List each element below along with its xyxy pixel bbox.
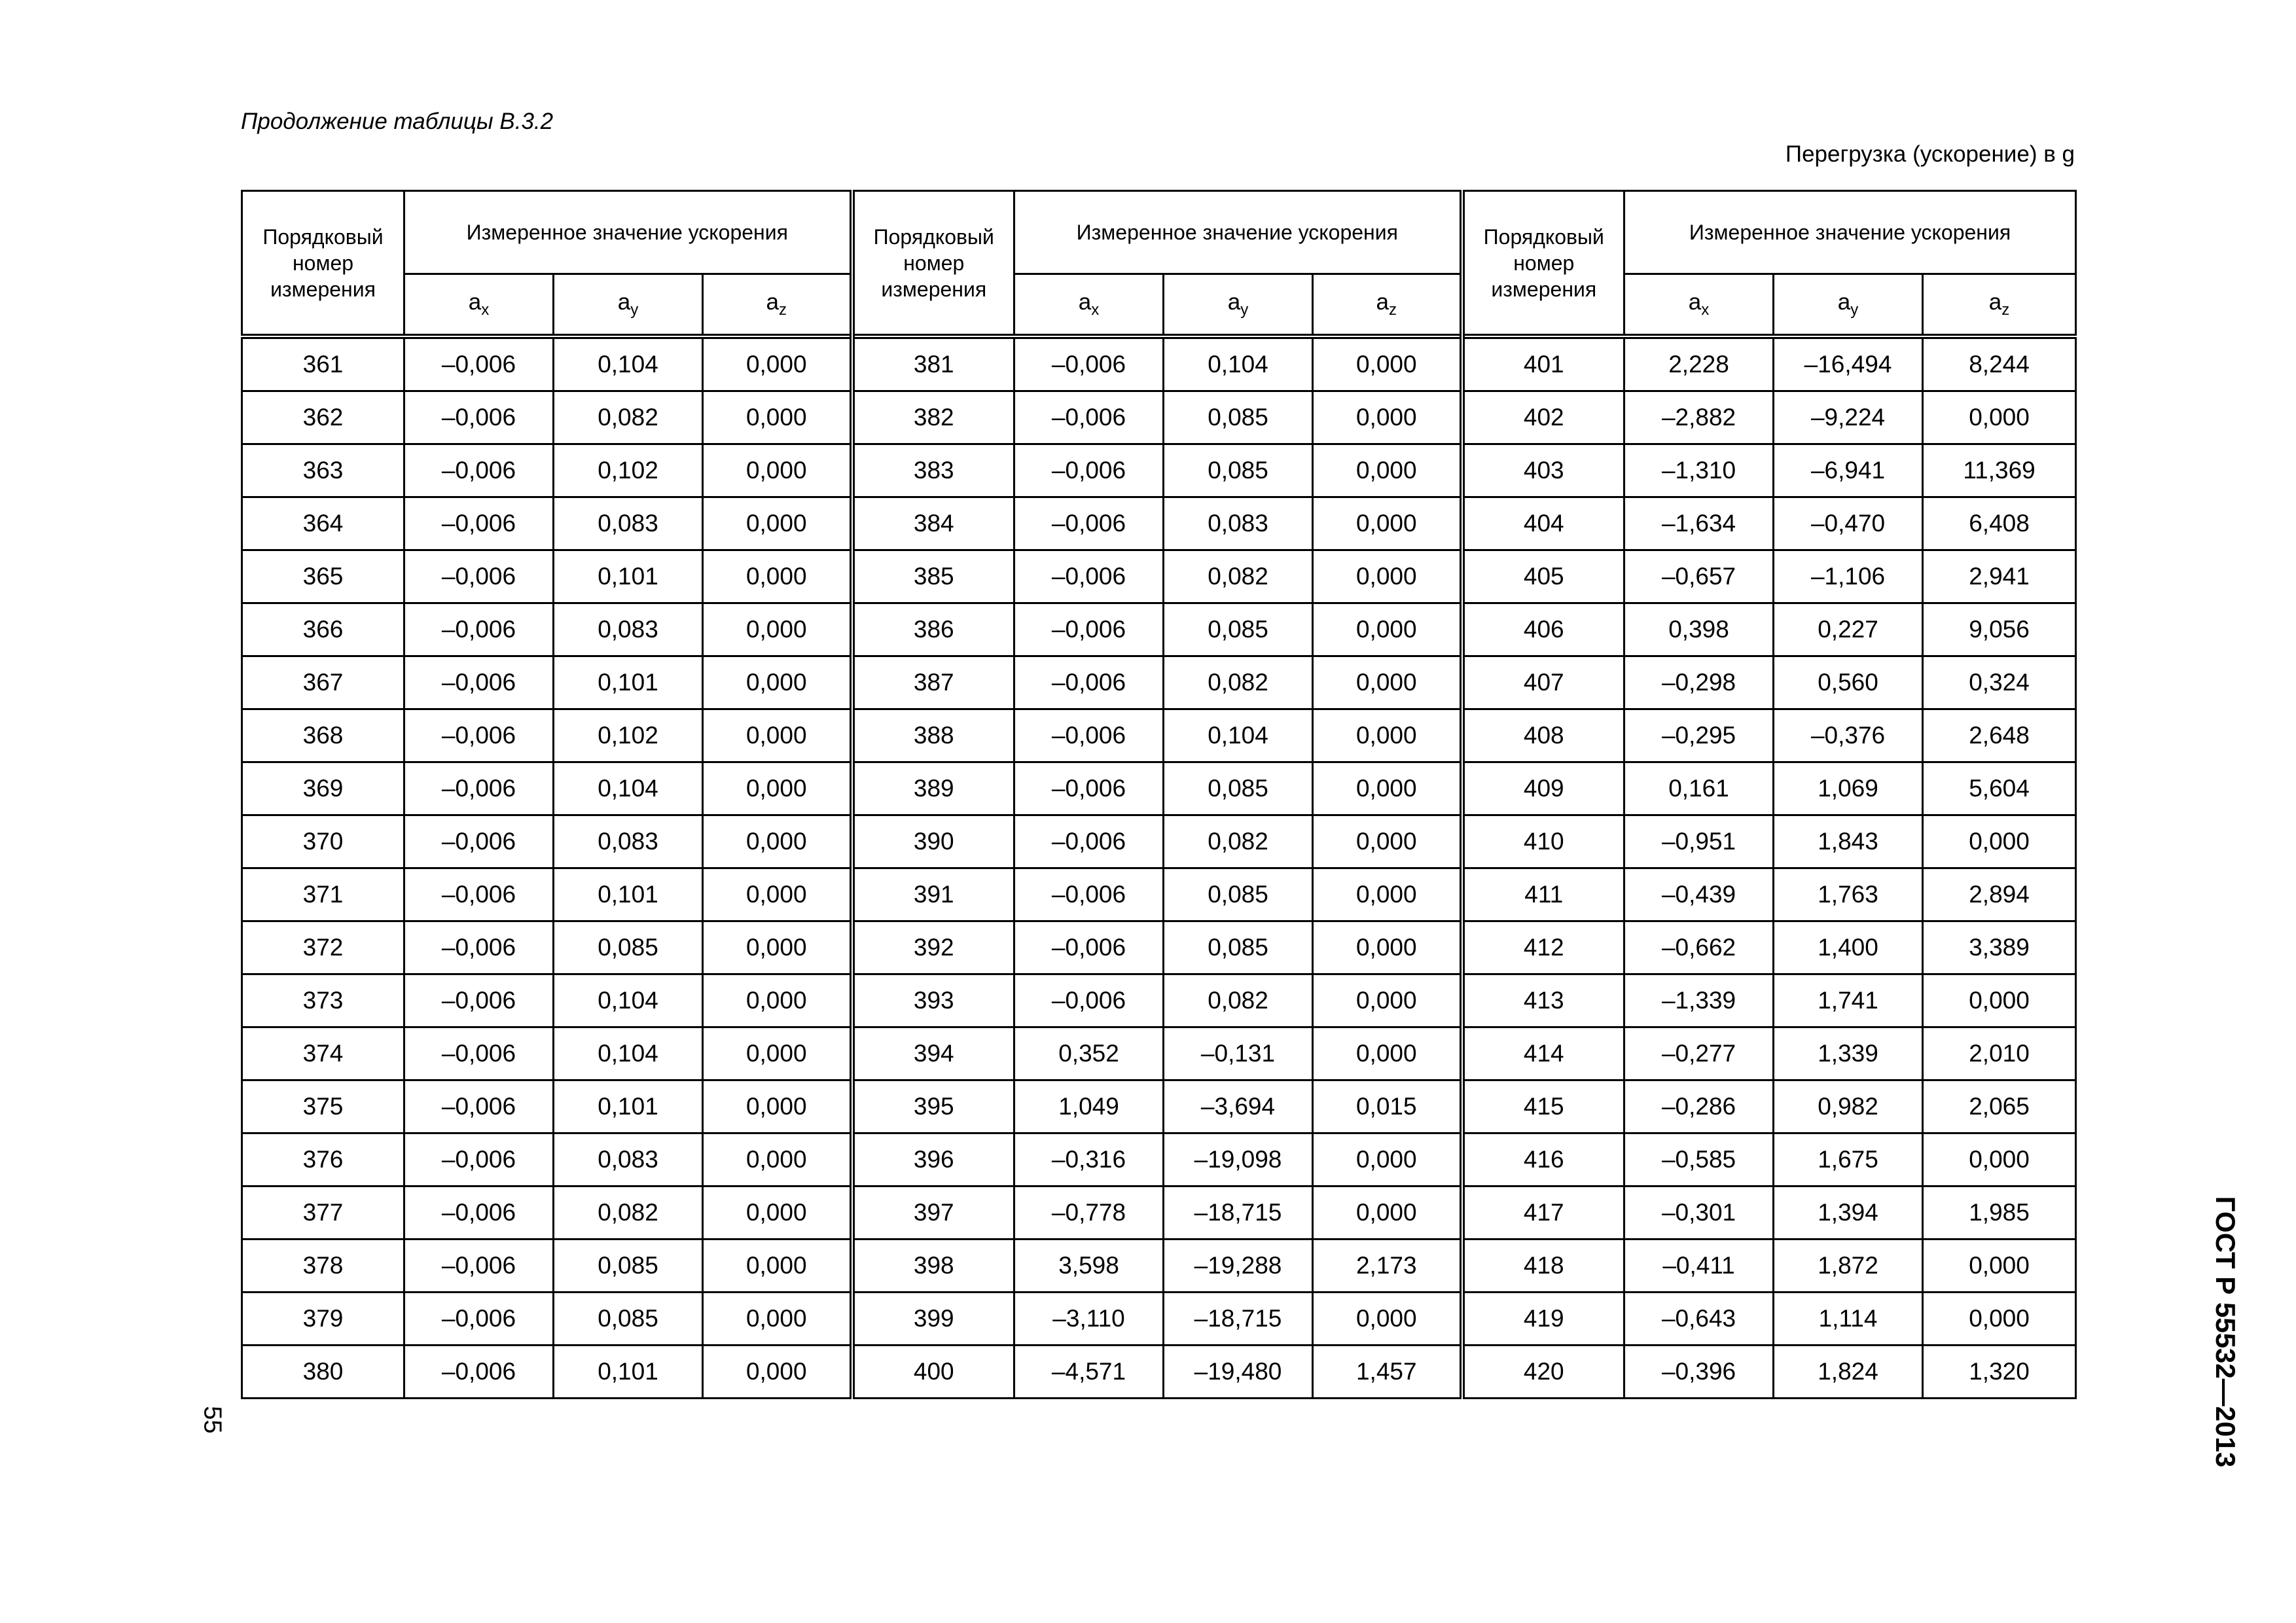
acceleration-value-cell: 0,082: [554, 391, 703, 444]
table-row: [242, 921, 2076, 974]
standard-code: ГОСТ Р 55532—2013: [2210, 1196, 2241, 1468]
acceleration-value-cell: 0,000: [1313, 921, 1462, 974]
acceleration-value-cell: 0,085: [1164, 391, 1313, 444]
acceleration-value-cell: 0,324: [1923, 656, 2076, 709]
acceleration-value-cell: –0,131: [1164, 1027, 1313, 1080]
acceleration-value-cell: –0,006: [1014, 497, 1164, 550]
acceleration-value-cell: 1,114: [1774, 1293, 1923, 1346]
acceleration-value-cell: 0,085: [1164, 762, 1313, 815]
acceleration-value-cell: 0,000: [1923, 391, 2076, 444]
acceleration-value-cell: 0,000: [1923, 815, 2076, 868]
col-header-number: Порядковый номер измерения: [852, 191, 1014, 337]
acceleration-value-cell: –0,376: [1774, 709, 1923, 762]
acceleration-value-cell: 0,000: [703, 391, 852, 444]
table-row: [242, 603, 2076, 656]
acceleration-value-cell: 0,082: [1164, 550, 1313, 603]
acceleration-value-cell: 0,083: [554, 603, 703, 656]
acceleration-value-cell: –0,411: [1624, 1240, 1774, 1293]
subheader-ax: $a_x$: [404, 274, 554, 337]
acceleration-value-cell: 0,101: [554, 1080, 703, 1133]
table-row: [242, 709, 2076, 762]
acceleration-value-cell: 0,000: [703, 1133, 852, 1186]
acceleration-value-cell: 0,101: [554, 1346, 703, 1399]
acceleration-value-cell: –19,480: [1164, 1346, 1313, 1399]
table-row: [242, 336, 2076, 391]
acceleration-value-cell: 0,000: [1313, 762, 1462, 815]
acceleration-value-cell: 0,102: [554, 444, 703, 497]
measurement-number-cell: 405: [1462, 550, 1624, 603]
acceleration-value-cell: 1,400: [1774, 921, 1923, 974]
measurement-number-cell: 365: [242, 550, 404, 603]
measurement-number-cell: 391: [852, 868, 1014, 921]
table-row: [242, 550, 2076, 603]
acceleration-value-cell: 0,104: [554, 336, 703, 391]
acceleration-value-cell: –0,286: [1624, 1080, 1774, 1133]
acceleration-value-cell: 0,000: [1923, 1133, 2076, 1186]
acceleration-value-cell: –0,439: [1624, 868, 1774, 921]
measurement-number-cell: 385: [852, 550, 1014, 603]
acceleration-value-cell: –0,951: [1624, 815, 1774, 868]
measurement-number-cell: 382: [852, 391, 1014, 444]
acceleration-value-cell: 1,824: [1774, 1346, 1923, 1399]
acceleration-value-cell: 2,065: [1923, 1080, 2076, 1133]
acceleration-value-cell: –0,006: [404, 1293, 554, 1346]
acceleration-value-cell: 0,000: [1923, 1293, 2076, 1346]
acceleration-value-cell: 8,244: [1923, 336, 2076, 391]
acceleration-value-cell: 0,000: [703, 921, 852, 974]
acceleration-value-cell: 0,104: [1164, 336, 1313, 391]
acceleration-value-cell: 0,085: [554, 1240, 703, 1293]
table-row: [242, 1080, 2076, 1133]
acceleration-value-cell: –0,006: [1014, 709, 1164, 762]
acceleration-value-cell: 1,049: [1014, 1080, 1164, 1133]
acceleration-value-cell: –0,778: [1014, 1186, 1164, 1240]
measurement-number-cell: 387: [852, 656, 1014, 709]
acceleration-value-cell: –0,396: [1624, 1346, 1774, 1399]
subheader-ay: $a_y$: [554, 274, 703, 337]
acceleration-value-cell: –18,715: [1164, 1293, 1313, 1346]
acceleration-table: [241, 190, 2077, 1399]
acceleration-value-cell: 0,000: [1313, 815, 1462, 868]
measurement-number-cell: 395: [852, 1080, 1014, 1133]
acceleration-value-cell: –0,006: [1014, 391, 1164, 444]
acceleration-value-cell: 0,000: [1313, 868, 1462, 921]
acceleration-value-cell: 0,085: [1164, 444, 1313, 497]
measurement-number-cell: 370: [242, 815, 404, 868]
acceleration-value-cell: 0,000: [703, 550, 852, 603]
acceleration-value-cell: –0,006: [404, 815, 554, 868]
acceleration-value-cell: –0,006: [1014, 603, 1164, 656]
measurement-number-cell: 362: [242, 391, 404, 444]
table-row: [242, 815, 2076, 868]
measurement-number-cell: 402: [1462, 391, 1624, 444]
measurement-number-cell: 410: [1462, 815, 1624, 868]
acceleration-value-cell: 5,604: [1923, 762, 2076, 815]
measurement-number-cell: 364: [242, 497, 404, 550]
acceleration-value-cell: –0,006: [404, 1027, 554, 1080]
measurement-number-cell: 412: [1462, 921, 1624, 974]
acceleration-value-cell: –0,006: [404, 921, 554, 974]
acceleration-value-cell: 0,000: [1313, 709, 1462, 762]
acceleration-value-cell: –0,643: [1624, 1293, 1774, 1346]
acceleration-value-cell: –9,224: [1774, 391, 1923, 444]
acceleration-value-cell: 0,000: [703, 1080, 852, 1133]
acceleration-value-cell: –0,585: [1624, 1133, 1774, 1186]
acceleration-value-cell: –0,006: [1014, 921, 1164, 974]
subheader-az: $a_z$: [703, 274, 852, 337]
acceleration-value-cell: 6,408: [1923, 497, 2076, 550]
units-label: Перегрузка (ускорение) в g: [1785, 141, 2075, 167]
acceleration-value-cell: –0,662: [1624, 921, 1774, 974]
acceleration-value-cell: 0,000: [1313, 497, 1462, 550]
acceleration-value-cell: 0,082: [1164, 815, 1313, 868]
acceleration-value-cell: 0,000: [703, 603, 852, 656]
acceleration-value-cell: 0,000: [703, 1293, 852, 1346]
acceleration-value-cell: –0,006: [1014, 550, 1164, 603]
measurement-number-cell: 417: [1462, 1186, 1624, 1240]
measurement-number-cell: 372: [242, 921, 404, 974]
acceleration-value-cell: –0,006: [404, 868, 554, 921]
acceleration-value-cell: 0,102: [554, 709, 703, 762]
table-caption: Продолжение таблицы В.3.2: [241, 109, 554, 134]
measurement-number-cell: 366: [242, 603, 404, 656]
acceleration-value-cell: –0,277: [1624, 1027, 1774, 1080]
measurement-number-cell: 381: [852, 336, 1014, 391]
measurement-number-cell: 413: [1462, 974, 1624, 1027]
measurement-number-cell: 397: [852, 1186, 1014, 1240]
measurement-number-cell: 408: [1462, 709, 1624, 762]
table-row: [242, 868, 2076, 921]
acceleration-value-cell: –6,941: [1774, 444, 1923, 497]
acceleration-value-cell: 2,173: [1313, 1240, 1462, 1293]
col-header-measured: Измеренное значение ускорения: [404, 191, 852, 274]
acceleration-value-cell: 0,104: [554, 974, 703, 1027]
table-header: [242, 191, 2076, 337]
acceleration-value-cell: 0,101: [554, 656, 703, 709]
acceleration-value-cell: –1,634: [1624, 497, 1774, 550]
acceleration-value-cell: –0,006: [404, 709, 554, 762]
acceleration-value-cell: –0,295: [1624, 709, 1774, 762]
measurement-number-cell: 411: [1462, 868, 1624, 921]
col-header-measured: Измеренное значение ускорения: [1624, 191, 2076, 274]
acceleration-value-cell: 0,000: [1313, 1186, 1462, 1240]
acceleration-value-cell: –0,006: [404, 550, 554, 603]
measurement-number-cell: 361: [242, 336, 404, 391]
table-row: [242, 1293, 2076, 1346]
acceleration-value-cell: 2,894: [1923, 868, 2076, 921]
table-row: [242, 391, 2076, 444]
acceleration-value-cell: 0,560: [1774, 656, 1923, 709]
table-row: [242, 974, 2076, 1027]
acceleration-value-cell: 0,085: [1164, 868, 1313, 921]
acceleration-value-cell: 0,000: [703, 762, 852, 815]
measurement-number-cell: 406: [1462, 603, 1624, 656]
acceleration-value-cell: 1,457: [1313, 1346, 1462, 1399]
measurement-number-cell: 375: [242, 1080, 404, 1133]
table-row: [242, 1027, 2076, 1080]
acceleration-value-cell: 0,000: [1313, 1027, 1462, 1080]
acceleration-value-cell: 1,763: [1774, 868, 1923, 921]
measurement-number-cell: 401: [1462, 336, 1624, 391]
measurement-number-cell: 369: [242, 762, 404, 815]
measurement-number-cell: 392: [852, 921, 1014, 974]
measurement-number-cell: 363: [242, 444, 404, 497]
acceleration-value-cell: 0,000: [1313, 603, 1462, 656]
acceleration-value-cell: 0,000: [1923, 974, 2076, 1027]
acceleration-value-cell: 1,069: [1774, 762, 1923, 815]
acceleration-value-cell: 3,598: [1014, 1240, 1164, 1293]
measurement-number-cell: 420: [1462, 1346, 1624, 1399]
acceleration-value-cell: –1,310: [1624, 444, 1774, 497]
acceleration-value-cell: 0,082: [1164, 974, 1313, 1027]
acceleration-value-cell: 0,083: [554, 815, 703, 868]
acceleration-value-cell: –0,006: [404, 1240, 554, 1293]
acceleration-value-cell: 0,227: [1774, 603, 1923, 656]
measurement-number-cell: 368: [242, 709, 404, 762]
measurement-number-cell: 400: [852, 1346, 1014, 1399]
acceleration-value-cell: –0,006: [1014, 336, 1164, 391]
acceleration-value-cell: 2,228: [1624, 336, 1774, 391]
subheader-az: $a_z$: [1313, 274, 1462, 337]
acceleration-value-cell: –0,006: [404, 603, 554, 656]
acceleration-value-cell: 0,101: [554, 550, 703, 603]
acceleration-value-cell: –0,006: [404, 1080, 554, 1133]
acceleration-value-cell: 0,000: [703, 1027, 852, 1080]
measurement-number-cell: 383: [852, 444, 1014, 497]
subheader-ay: $a_y$: [1774, 274, 1923, 337]
acceleration-value-cell: 3,389: [1923, 921, 2076, 974]
acceleration-value-cell: 2,941: [1923, 550, 2076, 603]
table-row: [242, 1346, 2076, 1399]
acceleration-value-cell: 0,000: [1313, 550, 1462, 603]
acceleration-value-cell: –18,715: [1164, 1186, 1313, 1240]
acceleration-value-cell: 0,000: [703, 1346, 852, 1399]
acceleration-value-cell: 1,985: [1923, 1186, 2076, 1240]
measurement-number-cell: 386: [852, 603, 1014, 656]
measurement-number-cell: 407: [1462, 656, 1624, 709]
acceleration-value-cell: 0,000: [703, 444, 852, 497]
acceleration-value-cell: 0,000: [1313, 974, 1462, 1027]
acceleration-value-cell: 0,000: [703, 974, 852, 1027]
table-row: [242, 497, 2076, 550]
acceleration-value-cell: 0,085: [554, 921, 703, 974]
acceleration-value-cell: –2,882: [1624, 391, 1774, 444]
acceleration-value-cell: –3,694: [1164, 1080, 1313, 1133]
measurement-number-cell: 390: [852, 815, 1014, 868]
measurement-number-cell: 419: [1462, 1293, 1624, 1346]
page-number: 55: [198, 1406, 226, 1434]
acceleration-value-cell: –0,006: [404, 762, 554, 815]
acceleration-value-cell: 11,369: [1923, 444, 2076, 497]
measurement-number-cell: 416: [1462, 1133, 1624, 1186]
acceleration-value-cell: 0,000: [703, 1240, 852, 1293]
acceleration-value-cell: 0,082: [554, 1186, 703, 1240]
subheader-ax: $a_x$: [1624, 274, 1774, 337]
measurement-number-cell: 389: [852, 762, 1014, 815]
acceleration-value-cell: –0,006: [1014, 815, 1164, 868]
subheader-ax: $a_x$: [1014, 274, 1164, 337]
acceleration-value-cell: 1,741: [1774, 974, 1923, 1027]
acceleration-value-cell: 0,000: [703, 1186, 852, 1240]
acceleration-value-cell: –0,006: [404, 1346, 554, 1399]
measurement-number-cell: 396: [852, 1133, 1014, 1186]
acceleration-value-cell: 0,085: [1164, 603, 1313, 656]
acceleration-value-cell: 1,339: [1774, 1027, 1923, 1080]
acceleration-value-cell: –0,006: [1014, 444, 1164, 497]
acceleration-value-cell: 0,083: [554, 497, 703, 550]
measurement-number-cell: 393: [852, 974, 1014, 1027]
acceleration-value-cell: 0,982: [1774, 1080, 1923, 1133]
acceleration-value-cell: –0,006: [404, 1133, 554, 1186]
col-header-number: Порядковый номер измерения: [242, 191, 404, 337]
acceleration-value-cell: –0,006: [404, 656, 554, 709]
measurement-number-cell: 379: [242, 1293, 404, 1346]
measurement-number-cell: 376: [242, 1133, 404, 1186]
acceleration-value-cell: –19,288: [1164, 1240, 1313, 1293]
acceleration-value-cell: –0,006: [404, 336, 554, 391]
acceleration-value-cell: –1,106: [1774, 550, 1923, 603]
acceleration-value-cell: 1,394: [1774, 1186, 1923, 1240]
measurement-number-cell: 394: [852, 1027, 1014, 1080]
acceleration-value-cell: 0,104: [554, 1027, 703, 1080]
measurement-number-cell: 388: [852, 709, 1014, 762]
acceleration-value-cell: –0,006: [1014, 656, 1164, 709]
acceleration-value-cell: 0,000: [1313, 444, 1462, 497]
acceleration-value-cell: 0,085: [554, 1293, 703, 1346]
acceleration-value-cell: –0,301: [1624, 1186, 1774, 1240]
acceleration-value-cell: 0,000: [1313, 656, 1462, 709]
subheader-ay: $a_y$: [1164, 274, 1313, 337]
acceleration-value-cell: 0,000: [703, 709, 852, 762]
acceleration-value-cell: 1,843: [1774, 815, 1923, 868]
acceleration-value-cell: 0,000: [1313, 1133, 1462, 1186]
acceleration-value-cell: 0,000: [703, 868, 852, 921]
measurement-number-cell: 373: [242, 974, 404, 1027]
measurement-number-cell: 398: [852, 1240, 1014, 1293]
measurement-number-cell: 403: [1462, 444, 1624, 497]
acceleration-value-cell: 0,083: [1164, 497, 1313, 550]
acceleration-value-cell: 0,000: [703, 815, 852, 868]
acceleration-value-cell: –0,316: [1014, 1133, 1164, 1186]
table-row: [242, 1186, 2076, 1240]
measurement-number-cell: 380: [242, 1346, 404, 1399]
measurement-number-cell: 414: [1462, 1027, 1624, 1080]
acceleration-value-cell: 0,085: [1164, 921, 1313, 974]
acceleration-value-cell: –16,494: [1774, 336, 1923, 391]
acceleration-value-cell: 0,104: [1164, 709, 1313, 762]
acceleration-value-cell: 0,161: [1624, 762, 1774, 815]
measurement-number-cell: 415: [1462, 1080, 1624, 1133]
measurement-number-cell: 371: [242, 868, 404, 921]
col-header-number: Порядковый номер измерения: [1462, 191, 1624, 337]
measurement-number-cell: 404: [1462, 497, 1624, 550]
table-body: [242, 336, 2076, 1399]
acceleration-value-cell: 0,352: [1014, 1027, 1164, 1080]
acceleration-value-cell: 0,000: [703, 656, 852, 709]
table-row: [242, 1133, 2076, 1186]
table-row: [242, 444, 2076, 497]
acceleration-value-cell: 1,872: [1774, 1240, 1923, 1293]
acceleration-value-cell: –0,657: [1624, 550, 1774, 603]
table-row: [242, 762, 2076, 815]
measurement-number-cell: 418: [1462, 1240, 1624, 1293]
acceleration-value-cell: 0,015: [1313, 1080, 1462, 1133]
acceleration-value-cell: 0,000: [1923, 1240, 2076, 1293]
table-row: [242, 1240, 2076, 1293]
acceleration-value-cell: –0,298: [1624, 656, 1774, 709]
acceleration-value-cell: 1,675: [1774, 1133, 1923, 1186]
measurement-number-cell: 374: [242, 1027, 404, 1080]
acceleration-value-cell: 2,010: [1923, 1027, 2076, 1080]
measurement-number-cell: 409: [1462, 762, 1624, 815]
acceleration-value-cell: –0,006: [404, 497, 554, 550]
table-row: [242, 656, 2076, 709]
acceleration-value-cell: 0,000: [1313, 391, 1462, 444]
acceleration-value-cell: 0,101: [554, 868, 703, 921]
acceleration-value-cell: 2,648: [1923, 709, 2076, 762]
measurement-number-cell: 367: [242, 656, 404, 709]
acceleration-value-cell: –1,339: [1624, 974, 1774, 1027]
acceleration-value-cell: 0,104: [554, 762, 703, 815]
acceleration-value-cell: –0,470: [1774, 497, 1923, 550]
measurement-number-cell: 378: [242, 1240, 404, 1293]
subheader-az: $a_z$: [1923, 274, 2076, 337]
acceleration-value-cell: –0,006: [404, 974, 554, 1027]
acceleration-value-cell: 0,000: [703, 336, 852, 391]
acceleration-value-cell: 1,320: [1923, 1346, 2076, 1399]
measurement-number-cell: 377: [242, 1186, 404, 1240]
acceleration-value-cell: –3,110: [1014, 1293, 1164, 1346]
acceleration-value-cell: –4,571: [1014, 1346, 1164, 1399]
measurement-number-cell: 384: [852, 497, 1014, 550]
acceleration-value-cell: –0,006: [404, 1186, 554, 1240]
col-header-measured: Измеренное значение ускорения: [1014, 191, 1462, 274]
acceleration-value-cell: –0,006: [1014, 868, 1164, 921]
acceleration-value-cell: 0,000: [1313, 1293, 1462, 1346]
acceleration-value-cell: –0,006: [404, 391, 554, 444]
acceleration-value-cell: 0,083: [554, 1133, 703, 1186]
acceleration-value-cell: 0,398: [1624, 603, 1774, 656]
acceleration-value-cell: 9,056: [1923, 603, 2076, 656]
acceleration-value-cell: –0,006: [1014, 762, 1164, 815]
measurement-number-cell: 399: [852, 1293, 1014, 1346]
acceleration-value-cell: –19,098: [1164, 1133, 1313, 1186]
acceleration-value-cell: 0,082: [1164, 656, 1313, 709]
acceleration-value-cell: –0,006: [404, 444, 554, 497]
acceleration-value-cell: 0,000: [703, 497, 852, 550]
acceleration-value-cell: 0,000: [1313, 336, 1462, 391]
acceleration-value-cell: –0,006: [1014, 974, 1164, 1027]
